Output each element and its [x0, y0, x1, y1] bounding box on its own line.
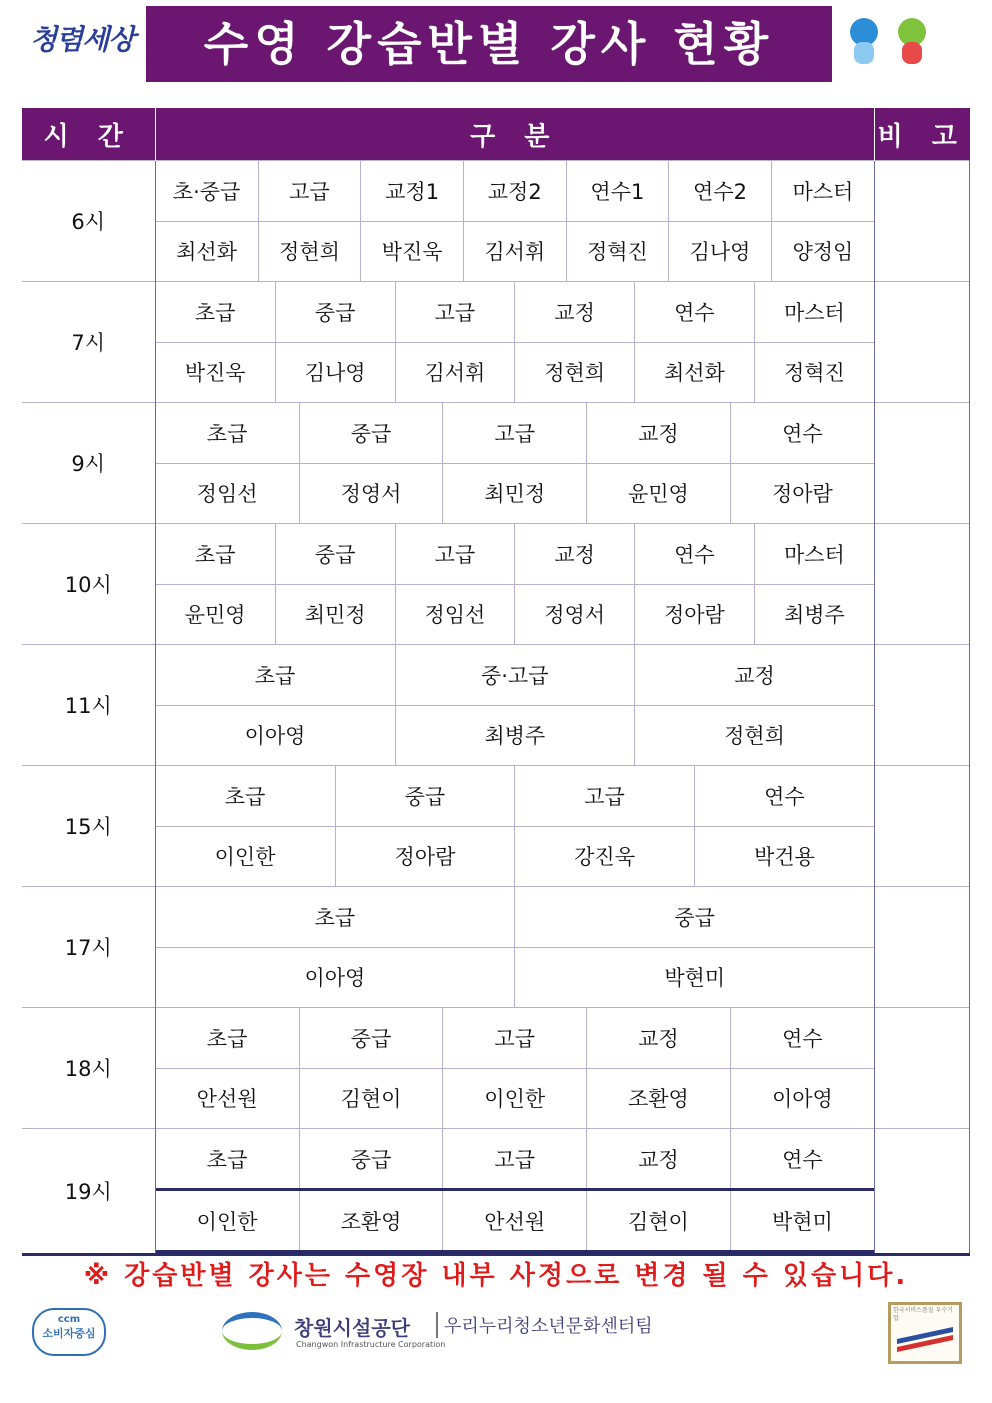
class-name-cell: 연수 [764, 784, 805, 809]
instructor-row [156, 947, 875, 1007]
table-row [22, 766, 970, 887]
instructor-name-cell: 최선화 [635, 342, 755, 402]
corp-eng-name: Changwon Infrastructure Corporation [296, 1340, 446, 1349]
class-name-cell: 중급 [299, 403, 443, 463]
award-text: 한국서비스품질 우수기업 [893, 1307, 953, 1322]
class-group-cell [155, 887, 875, 1008]
class-group-cell [155, 524, 875, 645]
instructor-name-cell: 최병주 [395, 705, 635, 765]
table-row [22, 282, 970, 403]
class-name-cell: 연수 [635, 282, 755, 342]
class-row [156, 403, 875, 463]
instructor-name-cell: 정현희 [635, 705, 875, 765]
class-name-cell: 연수2 [669, 161, 772, 221]
class-group-cell [155, 403, 875, 524]
instructor-name-cell: 정아람 [730, 463, 874, 523]
class-name-cell: 중급 [275, 524, 395, 584]
class-name-cell: 초급 [156, 766, 336, 826]
class-name-cell: 초급 [156, 1129, 300, 1190]
time-cell: 18시 [22, 1008, 155, 1129]
class-row [156, 1008, 875, 1068]
instructor-name-cell: 김현이 [299, 1068, 443, 1128]
header-time: 시 간 [22, 108, 155, 161]
class-name-cell: 고급 [515, 766, 695, 826]
class-instructor-grid [156, 766, 875, 886]
page-title: 수영 강습반별 강사 현황 [146, 6, 832, 82]
instructor-name-cell: 박진욱 [156, 342, 276, 402]
class-name-cell: 초급 [156, 887, 515, 947]
instructor-name-cell: 이인한 [443, 1068, 587, 1128]
class-name-cell: 교정 [734, 663, 775, 688]
instructor-name-cell: 윤민영 [156, 584, 276, 644]
class-name-cell: 교정1 [361, 161, 464, 221]
class-name-cell: 교정 [515, 524, 635, 584]
green-mascot-icon [892, 18, 932, 66]
instructor-name-cell: 정아람 [635, 584, 755, 644]
instructor-name-cell: 김현이 [587, 1190, 731, 1252]
instructor-row [156, 463, 875, 523]
instructor-name-cell: 정임선 [156, 463, 300, 523]
instructor-name-cell: 김서휘 [463, 221, 566, 281]
time-cell: 15시 [22, 766, 155, 887]
table-row [22, 887, 970, 1008]
cheongnyeom-logo [30, 18, 140, 68]
corp-name: 창원시설공단 [294, 1316, 410, 1340]
instructor-name-cell: 이아영 [156, 947, 515, 1007]
class-name-cell: 고급 [395, 282, 515, 342]
instructor-row [156, 1190, 875, 1252]
instructor-name-cell: 김나영 [669, 221, 772, 281]
class-group-cell [155, 766, 875, 887]
class-name-cell: 교정 [587, 1008, 731, 1068]
note-cell [875, 887, 970, 1008]
instructor-name-cell: 정혁진 [566, 221, 669, 281]
header-note: 비 고 [875, 108, 970, 161]
instructor-name-cell: 정임선 [395, 584, 515, 644]
instructor-row [156, 705, 875, 765]
instructor-name-cell: 최민정 [275, 584, 395, 644]
instructor-name-cell: 정아람 [335, 826, 515, 886]
service-quality-award-icon [888, 1302, 962, 1364]
class-name-cell: 초급 [156, 645, 396, 705]
blue-mascot-icon [844, 18, 884, 66]
team-name: 우리누리청소년문화센터팀 [436, 1312, 653, 1338]
ccm-top-text: ccm [57, 1314, 81, 1325]
instructor-row [156, 342, 875, 402]
class-name-cell: 초·중급 [156, 161, 259, 221]
class-name-cell: 중급 [335, 766, 515, 826]
class-name-cell: 초급 [156, 524, 276, 584]
class-name-cell: 고급 [258, 161, 361, 221]
instructor-name-cell: 양정임 [771, 221, 874, 281]
class-name-cell: 마스터 [792, 179, 854, 204]
table-row [22, 645, 970, 766]
note-cell [875, 645, 970, 766]
instructor-name-cell: 박현미 [730, 1190, 874, 1252]
note-cell [875, 282, 970, 403]
instructor-name-cell: 최병주 [754, 584, 874, 644]
instructor-name-cell: 이아영 [156, 705, 396, 765]
table-row [22, 524, 970, 645]
instructor-name-cell: 정영서 [515, 584, 635, 644]
class-name-cell: 중급 [299, 1129, 443, 1190]
instructor-row [156, 1068, 875, 1128]
table-row [22, 1129, 970, 1255]
instructor-name-cell: 안선원 [156, 1068, 300, 1128]
ccm-label: 소비자중심 [42, 1327, 96, 1340]
instructor-name-cell: 김서휘 [395, 342, 515, 402]
instructor-row [156, 826, 875, 886]
instructor-schedule-table [22, 108, 970, 1256]
instructor-name-cell: 안선원 [443, 1190, 587, 1252]
class-instructor-grid [156, 645, 875, 765]
instructor-name-cell: 정혁진 [754, 342, 874, 402]
ccm-badge-icon [32, 1308, 106, 1356]
table-row [22, 161, 970, 282]
corporation-logo [222, 1308, 653, 1356]
mascot-characters-icon [842, 18, 942, 74]
class-name-cell: 중급 [674, 905, 715, 930]
class-group-cell [155, 1129, 875, 1255]
class-name-cell: 교정 [587, 403, 731, 463]
class-instructor-grid [156, 161, 875, 281]
class-name-cell: 교정 [587, 1129, 731, 1190]
class-name-cell: 초급 [156, 282, 276, 342]
class-name-cell: 마스터 [783, 542, 845, 567]
time-cell: 6시 [22, 161, 155, 282]
instructor-name-cell: 이아영 [730, 1068, 874, 1128]
instructor-name-cell: 정현희 [515, 342, 635, 402]
class-name-cell: 교정2 [463, 161, 566, 221]
instructor-name-cell: 김나영 [275, 342, 395, 402]
time-cell: 7시 [22, 282, 155, 403]
note-cell [875, 403, 970, 524]
class-instructor-grid [156, 887, 875, 1007]
instructor-name-cell: 조환영 [299, 1190, 443, 1252]
instructor-name-cell: 이인한 [156, 826, 336, 886]
class-instructor-grid [156, 403, 875, 523]
instructor-name-cell: 박진욱 [361, 221, 464, 281]
class-group-cell [155, 161, 875, 282]
instructor-name-cell: 윤민영 [587, 463, 731, 523]
class-group-cell [155, 1008, 875, 1129]
class-name-cell: 고급 [443, 1129, 587, 1190]
change-notice: ※ 강습반별 강사는 수영장 내부 사정으로 변경 될 수 있습니다. [83, 1261, 909, 1291]
note-cell [875, 1008, 970, 1129]
table-row [22, 403, 970, 524]
class-name-cell: 중·고급 [395, 645, 635, 705]
class-row [156, 645, 875, 705]
note-cell [875, 766, 970, 887]
class-row [156, 282, 875, 342]
instructor-row [156, 584, 875, 644]
class-group-cell [155, 282, 875, 403]
class-instructor-grid [156, 1129, 875, 1253]
class-row [156, 524, 875, 584]
class-row [156, 1129, 875, 1190]
class-row [156, 887, 875, 947]
header-group: 구 분 [155, 108, 875, 161]
class-name-cell: 고급 [395, 524, 515, 584]
instructor-name-cell: 강진욱 [515, 826, 695, 886]
table-header-row [22, 108, 970, 161]
corp-mark-icon [222, 1312, 282, 1350]
class-name-cell: 연수 [782, 1026, 823, 1051]
note-cell [875, 524, 970, 645]
instructor-row [156, 221, 875, 281]
class-name-cell: 고급 [443, 403, 587, 463]
instructor-name-cell: 최선화 [156, 221, 259, 281]
class-row [156, 766, 875, 826]
class-name-cell: 연수 [782, 421, 823, 446]
instructor-name-cell: 조환영 [587, 1068, 731, 1128]
time-cell: 17시 [22, 887, 155, 1008]
time-cell: 19시 [22, 1129, 155, 1255]
class-instructor-grid [156, 524, 875, 644]
time-cell: 11시 [22, 645, 155, 766]
instructor-name-cell: 최민정 [443, 463, 587, 523]
class-name-cell: 초급 [156, 403, 300, 463]
time-cell: 10시 [22, 524, 155, 645]
class-name-cell: 교정 [515, 282, 635, 342]
note-cell [875, 161, 970, 282]
instructor-name-cell: 정현희 [258, 221, 361, 281]
instructor-name-cell: 박현미 [515, 947, 874, 1007]
class-instructor-grid [156, 282, 875, 402]
class-name-cell: 마스터 [783, 300, 845, 325]
instructor-name-cell: 이인한 [156, 1190, 300, 1252]
table-row [22, 1008, 970, 1129]
logo-text: 청렴세상 [30, 23, 135, 56]
class-name-cell: 중급 [275, 282, 395, 342]
class-group-cell [155, 645, 875, 766]
class-name-cell: 연수 [635, 524, 755, 584]
class-name-cell: 고급 [443, 1008, 587, 1068]
instructor-name-cell: 박건용 [694, 826, 874, 886]
class-instructor-grid [156, 1008, 875, 1128]
note-cell [875, 1129, 970, 1255]
time-cell: 9시 [22, 403, 155, 524]
class-name-cell: 초급 [156, 1008, 300, 1068]
class-row [156, 161, 875, 221]
class-name-cell: 연수1 [566, 161, 669, 221]
instructor-name-cell: 정영서 [299, 463, 443, 523]
class-name-cell: 중급 [299, 1008, 443, 1068]
class-name-cell: 연수 [730, 1129, 874, 1190]
